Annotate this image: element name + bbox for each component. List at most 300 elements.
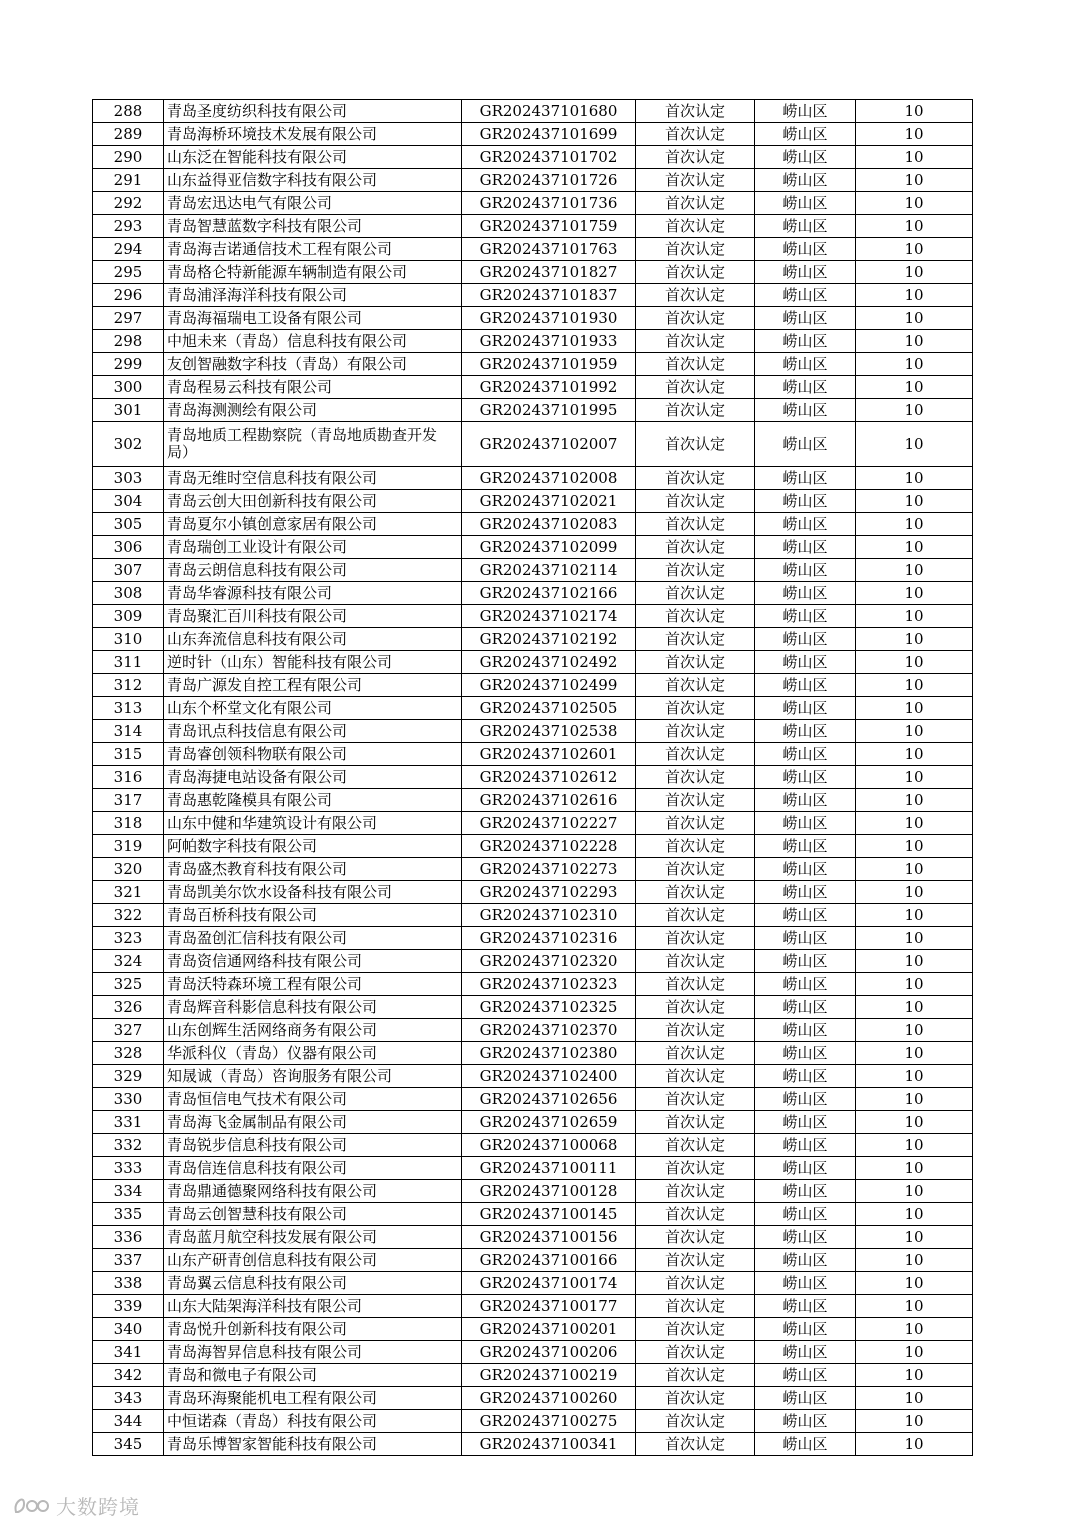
certificate-code-cell: GR202437102380	[462, 1042, 636, 1065]
score-cell: 10	[856, 192, 973, 215]
table-row	[93, 536, 973, 559]
district-cell: 崂山区	[755, 284, 856, 307]
district-cell: 崂山区	[755, 858, 856, 881]
certification-type-cell: 首次认定	[636, 1295, 755, 1318]
company-name-cell: 青岛凯美尔饮水设备科技有限公司	[164, 881, 462, 904]
row-number-cell: 292	[93, 192, 164, 215]
company-name-cell: 青岛聚汇百川科技有限公司	[164, 605, 462, 628]
table-row	[93, 927, 973, 950]
row-number-cell: 336	[93, 1226, 164, 1249]
row-number-cell: 345	[93, 1433, 164, 1456]
certification-type-cell: 首次认定	[636, 582, 755, 605]
company-name-cell: 中旭未来（青岛）信息科技有限公司	[164, 330, 462, 353]
district-cell: 崂山区	[755, 238, 856, 261]
district-cell: 崂山区	[755, 881, 856, 904]
company-name-cell: 青岛夏尔小镇创意家居有限公司	[164, 513, 462, 536]
table-row	[93, 353, 973, 376]
row-number-cell: 297	[93, 307, 164, 330]
row-number-cell: 340	[93, 1318, 164, 1341]
certification-type-cell: 首次认定	[636, 169, 755, 192]
company-name-cell: 青岛华睿源科技有限公司	[164, 582, 462, 605]
table-row	[93, 605, 973, 628]
district-cell: 崂山区	[755, 720, 856, 743]
row-number-cell: 288	[93, 100, 164, 123]
certification-type-cell: 首次认定	[636, 399, 755, 422]
certificate-code-cell: GR202437102601	[462, 743, 636, 766]
score-cell: 10	[856, 766, 973, 789]
table-row	[93, 1341, 973, 1364]
certificate-code-cell: GR202437102538	[462, 720, 636, 743]
score-cell: 10	[856, 215, 973, 238]
certificate-code-cell: GR202437100260	[462, 1387, 636, 1410]
certification-type-cell: 首次认定	[636, 1364, 755, 1387]
certificate-code-cell: GR202437100111	[462, 1157, 636, 1180]
table-row	[93, 697, 973, 720]
score-cell: 10	[856, 284, 973, 307]
score-cell: 10	[856, 973, 973, 996]
row-number-cell: 317	[93, 789, 164, 812]
certificate-code-cell: GR202437101680	[462, 100, 636, 123]
certificate-code-cell: GR202437101759	[462, 215, 636, 238]
row-number-cell: 344	[93, 1410, 164, 1433]
table-row	[93, 376, 973, 399]
certificate-code-cell: GR202437102083	[462, 513, 636, 536]
table-row	[93, 559, 973, 582]
score-cell: 10	[856, 1180, 973, 1203]
row-number-cell: 304	[93, 490, 164, 513]
score-cell: 10	[856, 238, 973, 261]
row-number-cell: 308	[93, 582, 164, 605]
score-cell: 10	[856, 743, 973, 766]
certification-type-cell: 首次认定	[636, 1226, 755, 1249]
company-name-cell: 青岛云创大田创新科技有限公司	[164, 490, 462, 513]
district-cell: 崂山区	[755, 1364, 856, 1387]
certification-type-cell: 首次认定	[636, 1111, 755, 1134]
certification-type-cell: 首次认定	[636, 812, 755, 835]
certification-type-cell: 首次认定	[636, 123, 755, 146]
certificate-code-cell: GR202437102192	[462, 628, 636, 651]
certification-type-cell: 首次认定	[636, 1019, 755, 1042]
certificate-code-cell: GR202437100128	[462, 1180, 636, 1203]
district-cell: 崂山区	[755, 192, 856, 215]
company-name-cell: 知晟诚（青岛）咨询服务有限公司	[164, 1065, 462, 1088]
certificate-code-cell: GR202437101699	[462, 123, 636, 146]
table-row	[93, 582, 973, 605]
certificate-code-cell: GR202437100174	[462, 1272, 636, 1295]
row-number-cell: 318	[93, 812, 164, 835]
score-cell: 10	[856, 582, 973, 605]
certification-type-cell: 首次认定	[636, 536, 755, 559]
certificate-code-cell: GR202437102310	[462, 904, 636, 927]
district-cell: 崂山区	[755, 927, 856, 950]
district-cell: 崂山区	[755, 1295, 856, 1318]
certification-type-cell: 首次认定	[636, 284, 755, 307]
row-number-cell: 307	[93, 559, 164, 582]
company-name-cell: 青岛智慧蓝数字科技有限公司	[164, 215, 462, 238]
certification-type-cell: 首次认定	[636, 766, 755, 789]
score-cell: 10	[856, 353, 973, 376]
district-cell: 崂山区	[755, 490, 856, 513]
score-cell: 10	[856, 628, 973, 651]
table-row	[93, 1019, 973, 1042]
district-cell: 崂山区	[755, 651, 856, 674]
certificate-code-cell: GR202437102008	[462, 467, 636, 490]
certification-type-cell: 首次认定	[636, 927, 755, 950]
row-number-cell: 329	[93, 1065, 164, 1088]
company-name-cell: 山东中健和华建筑设计有限公司	[164, 812, 462, 835]
district-cell: 崂山区	[755, 1318, 856, 1341]
row-number-cell: 294	[93, 238, 164, 261]
score-cell: 10	[856, 1387, 973, 1410]
certificate-code-cell: GR202437101933	[462, 330, 636, 353]
company-name-cell: 青岛程易云科技有限公司	[164, 376, 462, 399]
score-cell: 10	[856, 1318, 973, 1341]
certificate-code-cell: GR202437101995	[462, 399, 636, 422]
district-cell: 崂山区	[755, 215, 856, 238]
score-cell: 10	[856, 399, 973, 422]
score-cell: 10	[856, 674, 973, 697]
certification-type-cell: 首次认定	[636, 1387, 755, 1410]
table-row	[93, 1226, 973, 1249]
row-number-cell: 290	[93, 146, 164, 169]
district-cell: 崂山区	[755, 100, 856, 123]
company-name-cell: 阿帕数字科技有限公司	[164, 835, 462, 858]
row-number-cell: 316	[93, 766, 164, 789]
table-row	[93, 467, 973, 490]
company-name-cell: 青岛蓝月航空科技发展有限公司	[164, 1226, 462, 1249]
district-cell: 崂山区	[755, 376, 856, 399]
row-number-cell: 311	[93, 651, 164, 674]
certification-type-cell: 首次认定	[636, 192, 755, 215]
company-name-cell: 青岛海测测绘有限公司	[164, 399, 462, 422]
company-name-cell: 山东产研青创信息科技有限公司	[164, 1249, 462, 1272]
row-number-cell: 320	[93, 858, 164, 881]
row-number-cell: 322	[93, 904, 164, 927]
score-cell: 10	[856, 789, 973, 812]
table-row	[93, 146, 973, 169]
certification-type-cell: 首次认定	[636, 1318, 755, 1341]
table-row	[93, 1065, 973, 1088]
table-row	[93, 812, 973, 835]
certificate-code-cell: GR202437101930	[462, 307, 636, 330]
score-cell: 10	[856, 1134, 973, 1157]
table-row	[93, 1042, 973, 1065]
certificate-code-cell: GR202437102293	[462, 881, 636, 904]
company-name-cell: 青岛云创智慧科技有限公司	[164, 1203, 462, 1226]
row-number-cell: 315	[93, 743, 164, 766]
table-row	[93, 996, 973, 1019]
row-number-cell: 303	[93, 467, 164, 490]
district-cell: 崂山区	[755, 1065, 856, 1088]
row-number-cell: 296	[93, 284, 164, 307]
certificate-code-cell: GR202437100177	[462, 1295, 636, 1318]
certificate-code-cell: GR202437100145	[462, 1203, 636, 1226]
district-cell: 崂山区	[755, 261, 856, 284]
certification-type-cell: 首次认定	[636, 973, 755, 996]
company-name-cell: 青岛无维时空信息科技有限公司	[164, 467, 462, 490]
certification-type-cell: 首次认定	[636, 1088, 755, 1111]
district-cell: 崂山区	[755, 1157, 856, 1180]
watermark-logo-icon	[12, 1494, 52, 1518]
score-cell: 10	[856, 904, 973, 927]
certification-type-cell: 首次认定	[636, 950, 755, 973]
company-name-cell: 青岛讯点科技信息有限公司	[164, 720, 462, 743]
row-number-cell: 330	[93, 1088, 164, 1111]
table-row	[93, 973, 973, 996]
table-row	[93, 1180, 973, 1203]
district-cell: 崂山区	[755, 605, 856, 628]
table-row	[93, 1203, 973, 1226]
score-cell: 10	[856, 858, 973, 881]
company-name-cell: 青岛和微电子有限公司	[164, 1364, 462, 1387]
row-number-cell: 310	[93, 628, 164, 651]
certification-type-cell: 首次认定	[636, 789, 755, 812]
certificate-code-cell: GR202437102099	[462, 536, 636, 559]
district-cell: 崂山区	[755, 1226, 856, 1249]
score-cell: 10	[856, 651, 973, 674]
certification-type-cell: 首次认定	[636, 422, 755, 467]
district-cell: 崂山区	[755, 628, 856, 651]
district-cell: 崂山区	[755, 536, 856, 559]
table-row	[93, 904, 973, 927]
score-cell: 10	[856, 1272, 973, 1295]
table-row	[93, 628, 973, 651]
company-name-cell: 青岛辉音科影信息科技有限公司	[164, 996, 462, 1019]
certification-type-cell: 首次认定	[636, 467, 755, 490]
company-name-cell: 青岛环海聚能机电工程有限公司	[164, 1387, 462, 1410]
certification-type-cell: 首次认定	[636, 330, 755, 353]
score-cell: 10	[856, 169, 973, 192]
row-number-cell: 306	[93, 536, 164, 559]
certificate-code-cell: GR202437101959	[462, 353, 636, 376]
row-number-cell: 324	[93, 950, 164, 973]
table-row	[93, 789, 973, 812]
score-cell: 10	[856, 812, 973, 835]
row-number-cell: 339	[93, 1295, 164, 1318]
certification-type-cell: 首次认定	[636, 1433, 755, 1456]
table-row	[93, 215, 973, 238]
score-cell: 10	[856, 513, 973, 536]
row-number-cell: 301	[93, 399, 164, 422]
company-name-cell: 华派科仪（青岛）仪器有限公司	[164, 1042, 462, 1065]
certification-type-cell: 首次认定	[636, 743, 755, 766]
table-body	[93, 100, 973, 1456]
district-cell: 崂山区	[755, 123, 856, 146]
certificate-code-cell: GR202437102320	[462, 950, 636, 973]
table-row	[93, 307, 973, 330]
score-cell: 10	[856, 1226, 973, 1249]
certificate-code-cell: GR202437101992	[462, 376, 636, 399]
score-cell: 10	[856, 605, 973, 628]
table-row	[93, 1088, 973, 1111]
company-table	[92, 99, 973, 1456]
company-name-cell: 青岛宏迅达电气有限公司	[164, 192, 462, 215]
certification-type-cell: 首次认定	[636, 261, 755, 284]
district-cell: 崂山区	[755, 1134, 856, 1157]
company-name-cell: 青岛睿创领科物联有限公司	[164, 743, 462, 766]
district-cell: 崂山区	[755, 1180, 856, 1203]
row-number-cell: 291	[93, 169, 164, 192]
score-cell: 10	[856, 1203, 973, 1226]
company-name-cell: 青岛悦升创新科技有限公司	[164, 1318, 462, 1341]
row-number-cell: 295	[93, 261, 164, 284]
row-number-cell: 337	[93, 1249, 164, 1272]
certificate-code-cell: GR202437102273	[462, 858, 636, 881]
table-row	[93, 1157, 973, 1180]
table-row	[93, 192, 973, 215]
district-cell: 崂山区	[755, 789, 856, 812]
certificate-code-cell: GR202437100156	[462, 1226, 636, 1249]
score-cell: 10	[856, 376, 973, 399]
certification-type-cell: 首次认定	[636, 1180, 755, 1203]
score-cell: 10	[856, 100, 973, 123]
table-row	[93, 720, 973, 743]
certificate-code-cell: GR202437102616	[462, 789, 636, 812]
district-cell: 崂山区	[755, 330, 856, 353]
table-row	[93, 1318, 973, 1341]
company-name-cell: 山东泛在智能科技有限公司	[164, 146, 462, 169]
certification-type-cell: 首次认定	[636, 1203, 755, 1226]
certificate-code-cell: GR202437102114	[462, 559, 636, 582]
row-number-cell: 305	[93, 513, 164, 536]
row-number-cell: 331	[93, 1111, 164, 1134]
company-name-cell: 青岛云朗信息科技有限公司	[164, 559, 462, 582]
district-cell: 崂山区	[755, 1272, 856, 1295]
table-row	[93, 284, 973, 307]
row-number-cell: 293	[93, 215, 164, 238]
certificate-code-cell: GR202437100201	[462, 1318, 636, 1341]
company-name-cell: 逆时针（山东）智能科技有限公司	[164, 651, 462, 674]
certification-type-cell: 首次认定	[636, 376, 755, 399]
score-cell: 10	[856, 1042, 973, 1065]
certification-type-cell: 首次认定	[636, 1065, 755, 1088]
district-cell: 崂山区	[755, 1249, 856, 1272]
table-row	[93, 835, 973, 858]
row-number-cell: 309	[93, 605, 164, 628]
certification-type-cell: 首次认定	[636, 353, 755, 376]
score-cell: 10	[856, 950, 973, 973]
certificate-code-cell: GR202437101827	[462, 261, 636, 284]
certification-type-cell: 首次认定	[636, 238, 755, 261]
table-row	[93, 1249, 973, 1272]
row-number-cell: 312	[93, 674, 164, 697]
certificate-code-cell: GR202437102505	[462, 697, 636, 720]
row-number-cell: 300	[93, 376, 164, 399]
district-cell: 崂山区	[755, 973, 856, 996]
row-number-cell: 326	[93, 996, 164, 1019]
certificate-code-cell: GR202437102227	[462, 812, 636, 835]
certificate-code-cell: GR202437100275	[462, 1410, 636, 1433]
district-cell: 崂山区	[755, 950, 856, 973]
certification-type-cell: 首次认定	[636, 1249, 755, 1272]
table-row	[93, 1387, 973, 1410]
table-row	[93, 1272, 973, 1295]
certificate-code-cell: GR202437102492	[462, 651, 636, 674]
table-row	[93, 1364, 973, 1387]
table-row	[93, 100, 973, 123]
district-cell: 崂山区	[755, 1433, 856, 1456]
certification-type-cell: 首次认定	[636, 674, 755, 697]
watermark-text: 大数跨境	[56, 1495, 140, 1519]
district-cell: 崂山区	[755, 1410, 856, 1433]
score-cell: 10	[856, 996, 973, 1019]
certification-type-cell: 首次认定	[636, 858, 755, 881]
score-cell: 10	[856, 123, 973, 146]
table-row	[93, 950, 973, 973]
table-row	[93, 238, 973, 261]
company-name-cell: 青岛格仑特新能源车辆制造有限公司	[164, 261, 462, 284]
table-row	[93, 1134, 973, 1157]
company-name-cell: 青岛恒信电气技术有限公司	[164, 1088, 462, 1111]
certificate-code-cell: GR202437101736	[462, 192, 636, 215]
certification-type-cell: 首次认定	[636, 904, 755, 927]
certification-type-cell: 首次认定	[636, 1042, 755, 1065]
certification-type-cell: 首次认定	[636, 1134, 755, 1157]
table-row	[93, 1295, 973, 1318]
table-row	[93, 674, 973, 697]
district-cell: 崂山区	[755, 1111, 856, 1134]
score-cell: 10	[856, 490, 973, 513]
table-row	[93, 123, 973, 146]
row-number-cell: 302	[93, 422, 164, 467]
table-row	[93, 743, 973, 766]
score-cell: 10	[856, 307, 973, 330]
certificate-code-cell: GR202437102656	[462, 1088, 636, 1111]
certificate-code-cell: GR202437100341	[462, 1433, 636, 1456]
row-number-cell: 319	[93, 835, 164, 858]
score-cell: 10	[856, 1364, 973, 1387]
score-cell: 10	[856, 927, 973, 950]
score-cell: 10	[856, 1433, 973, 1456]
score-cell: 10	[856, 261, 973, 284]
district-cell: 崂山区	[755, 835, 856, 858]
score-cell: 10	[856, 697, 973, 720]
company-name-cell: 山东大陆架海洋科技有限公司	[164, 1295, 462, 1318]
district-cell: 崂山区	[755, 1341, 856, 1364]
table-row	[93, 399, 973, 422]
row-number-cell: 289	[93, 123, 164, 146]
table-row	[93, 422, 973, 467]
row-number-cell: 321	[93, 881, 164, 904]
table-row	[93, 1410, 973, 1433]
certificate-code-cell: GR202437102174	[462, 605, 636, 628]
certification-type-cell: 首次认定	[636, 996, 755, 1019]
certificate-code-cell: GR202437100068	[462, 1134, 636, 1157]
certificate-code-cell: GR202437102166	[462, 582, 636, 605]
certification-type-cell: 首次认定	[636, 881, 755, 904]
company-name-cell: 青岛资信通网络科技有限公司	[164, 950, 462, 973]
row-number-cell: 313	[93, 697, 164, 720]
row-number-cell: 325	[93, 973, 164, 996]
certificate-code-cell: GR202437102659	[462, 1111, 636, 1134]
district-cell: 崂山区	[755, 904, 856, 927]
company-name-cell: 青岛海吉诺通信技术工程有限公司	[164, 238, 462, 261]
district-cell: 崂山区	[755, 766, 856, 789]
table-row	[93, 330, 973, 353]
table-row	[93, 766, 973, 789]
company-name-cell: 青岛鼎通德聚网络科技有限公司	[164, 1180, 462, 1203]
company-name-cell: 青岛信连信息科技有限公司	[164, 1157, 462, 1180]
table-row	[93, 1111, 973, 1134]
district-cell: 崂山区	[755, 674, 856, 697]
district-cell: 崂山区	[755, 1019, 856, 1042]
company-name-cell: 青岛锐步信息科技有限公司	[164, 1134, 462, 1157]
certification-type-cell: 首次认定	[636, 1410, 755, 1433]
row-number-cell: 334	[93, 1180, 164, 1203]
score-cell: 10	[856, 467, 973, 490]
table-row	[93, 490, 973, 513]
certification-type-cell: 首次认定	[636, 697, 755, 720]
